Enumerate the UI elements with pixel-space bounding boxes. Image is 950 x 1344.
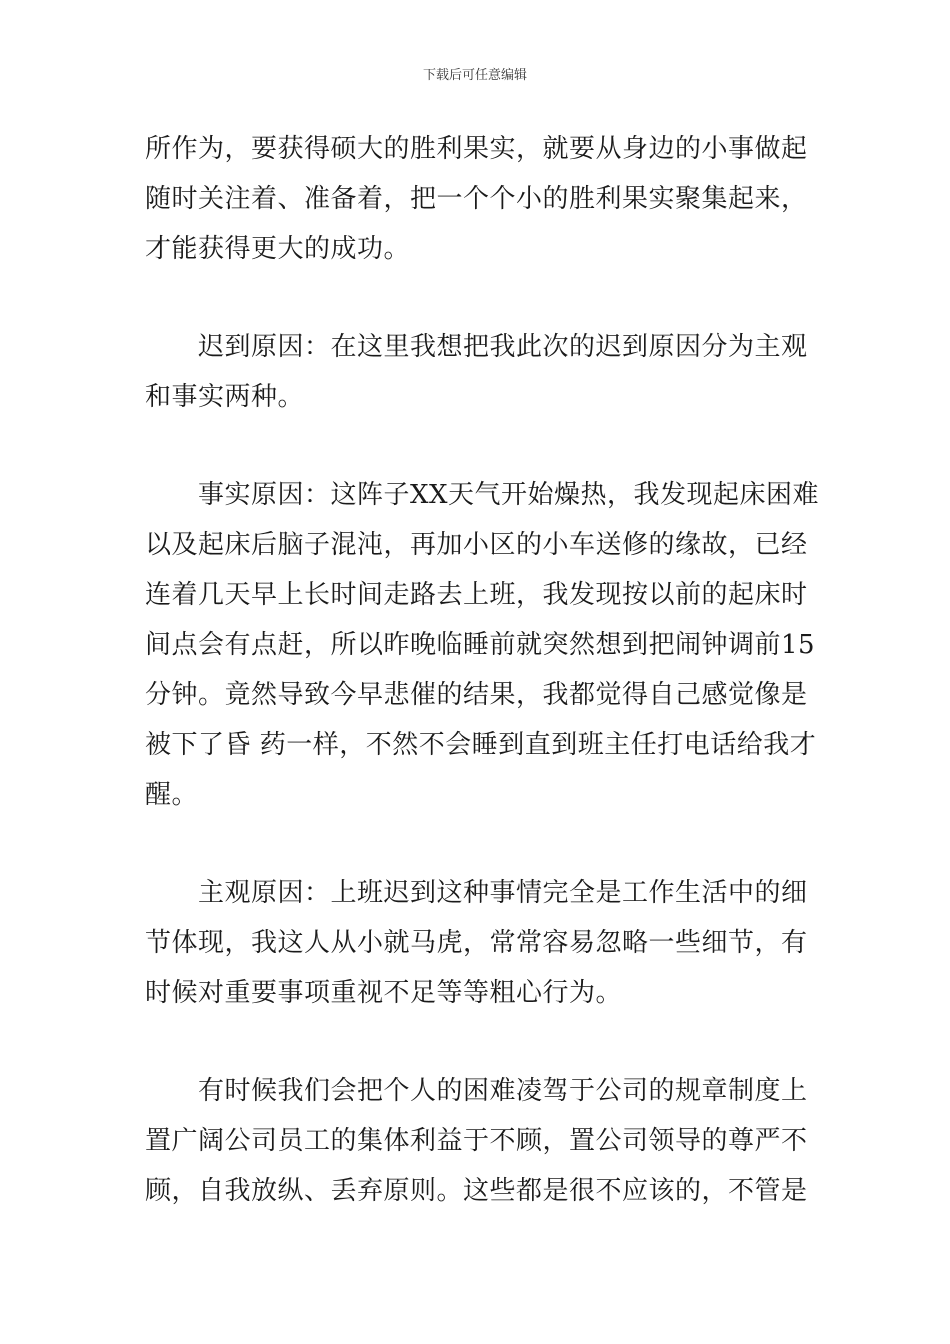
paragraph-subjective-reasons <box>145 868 810 1018</box>
text-line: 事实原因：这阵子XX天气开始燥热，我发现起床困难 <box>198 480 820 510</box>
text-line: 迟到原因：在这里我想把我此次的迟到原因分为主观 <box>198 332 808 362</box>
page-header: 下载后可任意编辑 <box>422 68 527 83</box>
text-line: 间点会有点赶，所以昨晚临睡前就突然想到把闹钟调前15 <box>145 630 816 660</box>
text-line: 顾，自我放纵、丢弃原则。这些都是很不应该的，不管是 <box>145 1176 808 1206</box>
text-line: 时候对重要事项重视不足等等粗心行为。 <box>145 978 623 1008</box>
paragraph-1 <box>145 124 810 274</box>
text-line: 和事实两种。 <box>145 382 305 412</box>
text-line: 连着几天早上长时间走路去上班，我发现按以前的起床时 <box>145 580 808 610</box>
paragraph-reflection <box>145 1066 810 1216</box>
text-line: 才能获得更大的成功。 <box>145 234 411 264</box>
text-line: 分钟。竟然导致今早悲催的结果，我都觉得自己感觉像是 <box>145 680 808 710</box>
text-line: 醒。 <box>145 780 199 810</box>
text-line: 被下了昏 药一样，不然不会睡到直到班主任打电话给我才 <box>145 730 817 760</box>
text-line: 主观原因：上班迟到这种事情完全是工作生活中的细 <box>198 878 808 908</box>
paragraph-factual-reasons <box>145 470 820 820</box>
text-line: 以及起床后脑子混沌，再加小区的小车送修的缘故，已经 <box>145 530 808 560</box>
text-line: 置广阔公司员工的集体利益于不顾，置公司领导的尊严不 <box>145 1126 808 1156</box>
text-line: 所作为，要获得硕大的胜利果实，就要从身边的小事做起 <box>145 134 808 164</box>
text-line: 有时候我们会把个人的困难凌驾于公司的规章制度上 <box>198 1076 808 1106</box>
text-line: 节体现，我这人从小就马虎，常常容易忽略一些细节，有 <box>145 928 808 958</box>
text-line: 随时关注着、准备着，把一个个小的胜利果实聚集起来， <box>145 184 808 214</box>
document-body <box>145 124 820 1264</box>
paragraph-lateness-reasons <box>145 322 810 422</box>
